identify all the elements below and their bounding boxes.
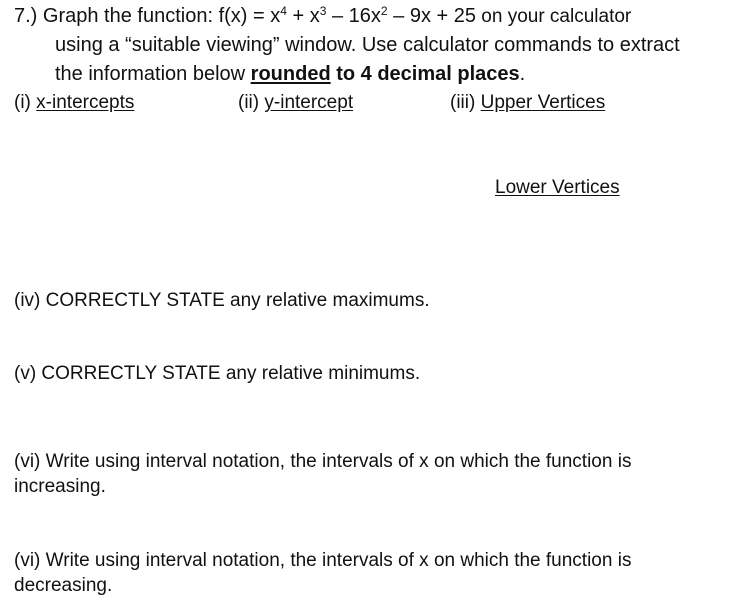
part-vi-decreasing-line-2: decreasing. [14,575,113,596]
x-intercepts-label: x-intercepts [36,92,135,113]
part-vi-decreasing-line-1: (vi) Write using interval notation, the intervals of x on which the function is [14,550,632,571]
on-calculator-text: on your calculator [476,6,632,27]
part-iv: (iv) CORRECTLY STATE any relative maximums. [14,290,430,311]
part-vi-increasing-line-2: increasing. [14,476,106,497]
question-line-2: using a “suitable viewing” window. Use calculator commands to extract [55,34,680,56]
part-vi-increasing-line-1: (vi) Write using interval notation, the intervals of x on which the function is [14,451,632,472]
function-text: Graph the function: $f(x) = x^4 + x^3 - 16x^2 - 9x + 25$ [42,4,476,27]
part-iii: (iii) Upper Vertices [450,92,606,113]
y-intercept-label: y-intercept [264,92,354,113]
question-line-1 [14,4,631,29]
question-number: 7.) [14,5,38,27]
lower-vertices-label: Lower Vertices [495,177,620,198]
part-i: (i) x-intercepts [14,92,135,113]
part-ii: (ii) y-intercept [238,92,354,113]
rounded-emphasis: rounded [250,63,331,85]
part-v: (v) CORRECTLY STATE any relative minimums. [14,363,421,384]
question-line-3: the information below rounded to 4 decimal places. [55,63,526,85]
upper-vertices-label: Upper Vertices [480,92,606,113]
decimal-places-emphasis: to 4 decimal places [330,63,520,85]
